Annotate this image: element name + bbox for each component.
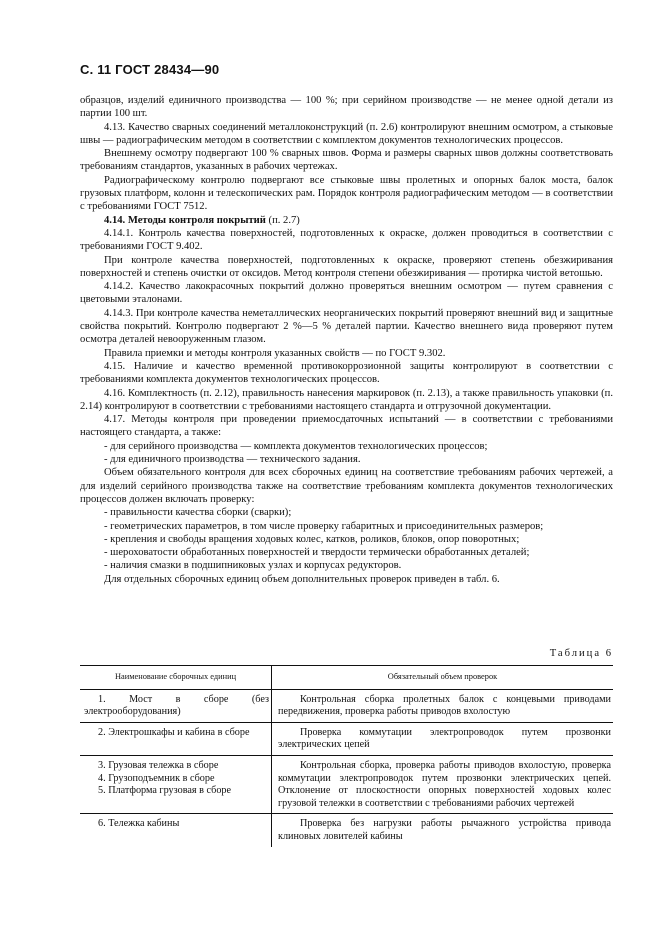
table-6 [80, 665, 613, 847]
unit-name: 5. Платформа грузовая в сборе [98, 785, 232, 797]
paragraph: Внешнему осмотру подвергают 100 % сварных швов. Форма и размеры сварных швов должны соответствовать требованиям стандартов, указанных в рабочих чертежах. [80, 148, 613, 173]
list-item: - крепления и свободы вращения ходовых колес, катков, роликов, блоков, опор поворотных; [104, 533, 520, 545]
table-row [80, 722, 613, 755]
page-header: С. 11 ГОСТ 28434—90 [80, 62, 220, 77]
unit-cell [80, 722, 272, 755]
paragraph-4-16: 4.16. Комплектность (п. 2.12), правильность нанесения маркировок (п. 2.13), а также правильность упаковки (п. 2.14) контролируют в соответствии с требованиями настоящего стандарта и отгрузочной документации. [80, 387, 613, 412]
paragraph-4-17: 4.17. Методы контроля при проведении приемосдаточных испытаний — в соответствии с требованиями настоящего стандарта, а также: [80, 414, 613, 439]
list-item: - геометрических параметров, в том числе проверку габаритных и присоединительных размеров; [104, 520, 544, 532]
check-text: Контрольная сборка, проверка работы приводов вхолостую, проверка коммутации электропроводок путем прозвонки электрических цепей. Отклонение от плоскостности опорных поверхностей ходовых колес грузовой тележки в соответствии с требованиями рабочих чертежей [278, 759, 611, 809]
table-row [80, 814, 613, 847]
paragraph-4-14-3: 4.14.3. При контроле качества неметаллических неорганических покрытий проверяют внешний вид и защитные свойства покрытий. Контролю подвергают 2 %—5 % деталей партии. Качество внешнего вида проверяют путем осмотра деталей невооруженным глазом. [80, 307, 613, 346]
body-text [80, 94, 613, 586]
unit-name: 4. Грузоподъемник в сборе [98, 772, 215, 784]
check-cell [272, 814, 614, 847]
check-cell [272, 755, 614, 813]
list-item: - правильности качества сборки (сварки); [104, 507, 292, 519]
unit-cell [80, 689, 272, 722]
table-header-row [80, 666, 613, 690]
column-header-units: Наименование сборочных единиц [80, 666, 272, 690]
list-item: - наличия смазки в подшипниковых узлах и корпусах редукторов. [104, 560, 402, 572]
paragraph: Объем обязательного контроля для всех сборочных единиц на соответствие требованиям рабочих чертежей, а для изделий серийного производства также на соответствие требованиям комплекта документов технологических процессов должен включать проверку: [80, 467, 613, 505]
check-text: Проверка без нагрузки работы рычажного устройства привода клиновых ловителей кабины [278, 818, 611, 842]
unit-name: 2. Электрошкафы и кабина в сборе [98, 726, 250, 738]
section-heading-4-14 [80, 214, 613, 227]
section-heading-ref: (п. 2.7) [265, 214, 300, 226]
unit-cell [80, 755, 272, 813]
check-text: Контрольная сборка пролетных балок с концевыми приводами передвижения, проверка работы приводов вхолостую [278, 693, 611, 718]
unit-name: 3. Грузовая тележка в сборе [98, 759, 219, 771]
unit-cell [80, 814, 272, 847]
paragraph: При контроле качества поверхностей, подготовленных к окраске, проверяют степень обезжиривания поверхностей и степень очистки от оксидов. Метод контроля степени обезжиривания — протирка чистой ветошью. [80, 254, 613, 279]
column-header-checks: Обязательный объем проверок [272, 666, 614, 690]
paragraph-4-14-1: 4.14.1. Контроль качества поверхностей, подготовленных к окраске, должен проводиться в соответствии с требованиями ГОСТ 9.402. [80, 227, 613, 253]
table-row [80, 689, 613, 722]
paragraph: Для отдельных сборочных единиц объем дополнительных проверок приведен в табл. 6. [104, 573, 500, 585]
paragraph: Правила приемки и методы контроля указанных свойств — по ГОСТ 9.302. [104, 347, 446, 359]
check-cell [272, 722, 614, 755]
check-text: Проверка коммутации электропроводок путем прозвонки электрических цепей [278, 726, 611, 751]
section-heading-bold: 4.14. Методы контроля покрытий [104, 214, 266, 226]
table-caption: Таблица 6 [549, 648, 613, 659]
paragraph-4-14-2: 4.14.2. Качество лакокрасочных покрытий должно проверяться внешним осмотром — путем сравнения с цветовыми эталонами. [80, 281, 613, 306]
paragraph: образцов, изделий единичного производства — 100 %; при серийном производстве — не менее одной детали из партии 100 шт. [80, 95, 613, 120]
paragraph-4-15: 4.15. Наличие и качество временной противокоррозионной защиты контролируют в соответствии с требованиями комплекта документов технологических процессов. [80, 360, 613, 386]
paragraph-4-13: 4.13. Качество сварных соединений металлоконструкций (п. 2.6) контролируют внешним осмотром, а стыковые швы — радиографическим методом в соответствии с комплектом документов технологических процессов. [80, 121, 613, 146]
unit-name: 6. Тележка кабины [98, 818, 180, 830]
check-cell [272, 689, 614, 722]
paragraph: Радиографическому контролю подвергают все стыковые швы пролетных и опорных балок моста, балок грузовых платформ, колонн и телескопических рам. Порядок контроля радиографическим методом — в соответствии с требованиями ГОСТ 7512. [80, 174, 613, 213]
list-item: - для серийного производства — комплекта документов технологических процессов; [104, 440, 488, 452]
table-row [80, 755, 613, 813]
unit-name: 1. Мост в сборе (без электрооборудования) [84, 693, 269, 718]
list-item: - шероховатости обработанных поверхностей и твердости термически обработанных деталей; [104, 547, 530, 559]
list-item: - для единичного производства — технического задания. [104, 454, 361, 466]
